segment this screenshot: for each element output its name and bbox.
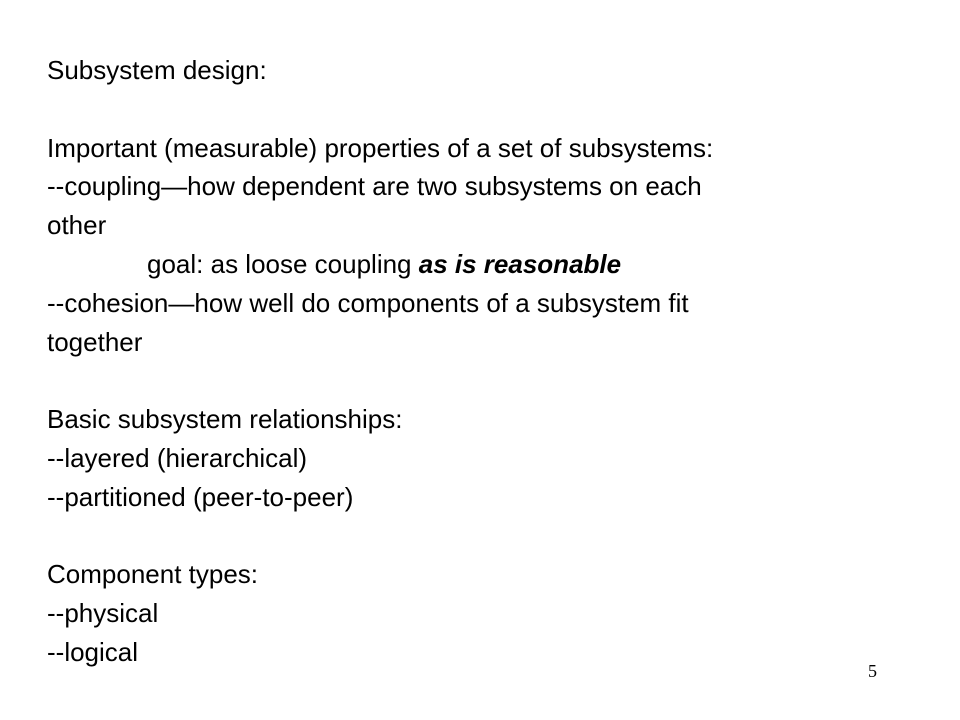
coupling-goal-text: goal: as loose coupling [147, 248, 419, 279]
relationship-item: --partitioned (peer-to-peer) [47, 481, 354, 512]
coupling-line: --coupling—how dependent are two subsystems on each [47, 171, 702, 202]
relationships-heading: Basic subsystem relationships: [47, 404, 403, 435]
blank-line [47, 90, 927, 129]
coupling-goal [47, 245, 927, 284]
slide-body [47, 51, 927, 672]
relationship-item: --layered (hierarchical) [47, 442, 308, 473]
blank-line [47, 517, 927, 556]
cohesion-line: --cohesion—how well do components of a subsystem fit [47, 287, 689, 318]
component-item: --physical [47, 598, 159, 629]
cohesion-line-continued: together [47, 326, 143, 357]
component-heading: Component types: [47, 559, 259, 590]
slide-heading: Subsystem design: [47, 55, 267, 85]
blank-line [47, 361, 927, 400]
properties-intro: Important (measurable) properties of a set of subsystems: [47, 132, 714, 163]
page-number: 5 [868, 661, 877, 681]
coupling-goal-emphasis: as is reasonable [418, 248, 622, 279]
component-item: --logical [47, 636, 139, 667]
coupling-line-continued: other [47, 210, 107, 241]
